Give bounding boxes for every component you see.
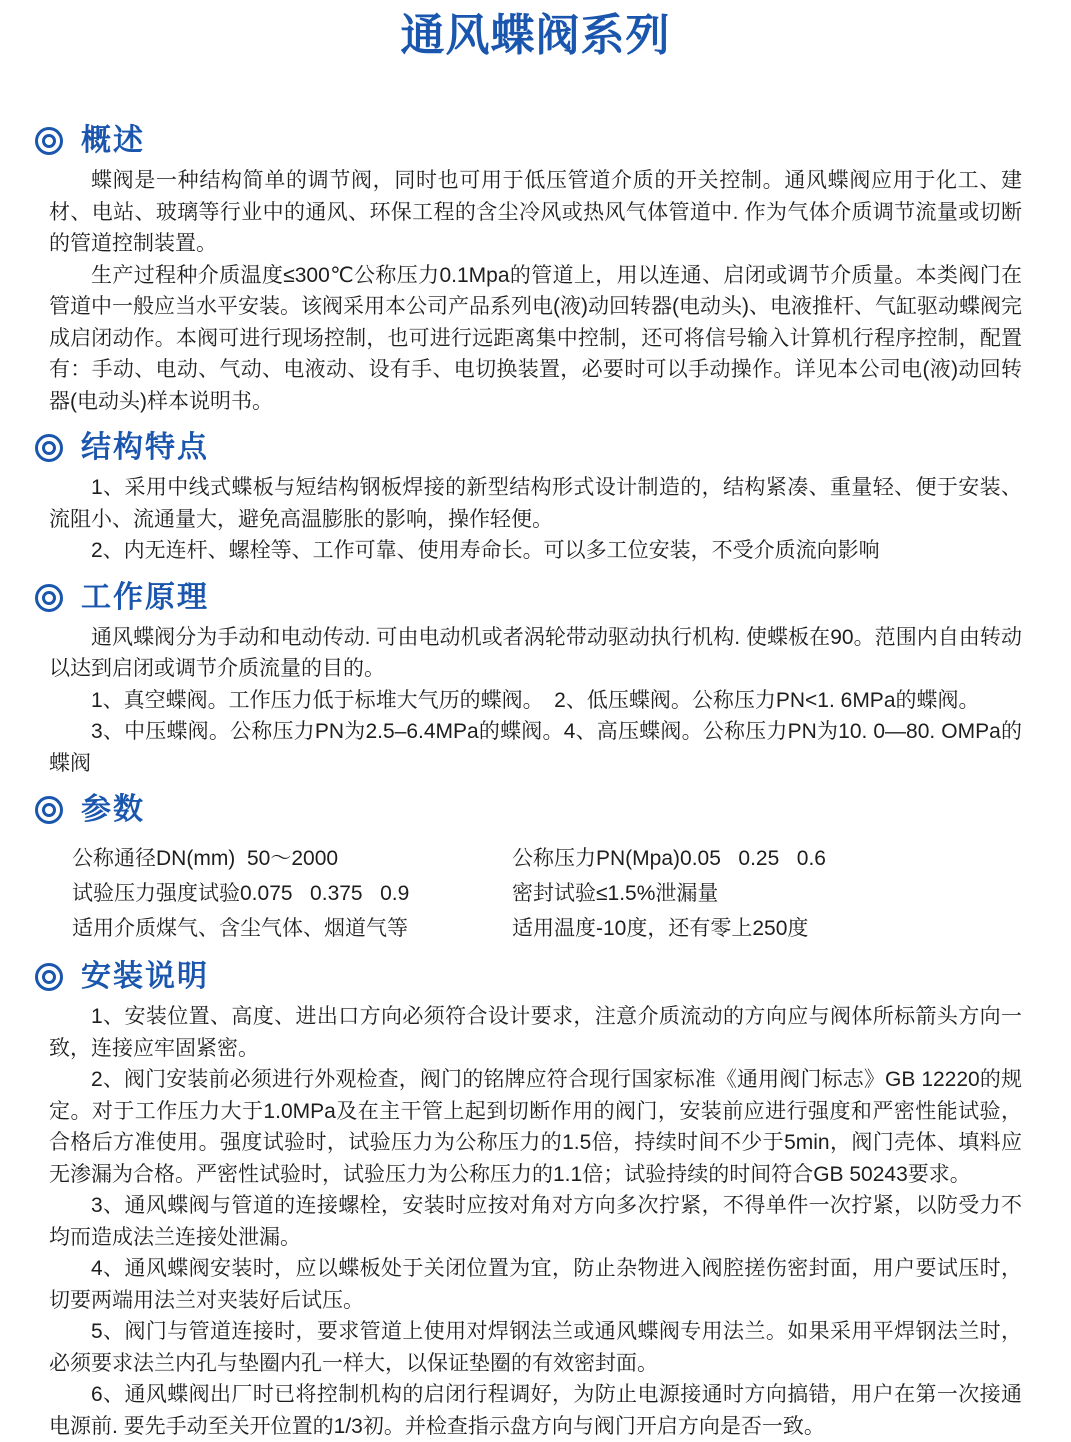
- section-parameters: [49, 791, 1022, 946]
- section-heading-text: 概述: [81, 124, 145, 157]
- paragraph: 1、真空蝶阀。工作压力低于标堆大气历的蝶阀。 2、低压蝶阀。公称压力PN<1. 6MPa的蝶阀。: [91, 688, 980, 712]
- section-heading-text: 工作原理: [81, 580, 209, 614]
- paragraph: 6、通风蝶阀出厂时已将控制机构的启闭行程调好，为防止电源接通时方向搞错，用户在第一次接通电源前. 要先手动至关开位置的1/3初。并检查指示盘方向与阀门开启方向是否一致。: [49, 1383, 1022, 1438]
- section-overview: [49, 122, 1022, 417]
- double-circle-bullet-icon: [35, 584, 63, 612]
- parameter-applicable-media: 适用介质煤气、含尘气体、烟道气等: [72, 917, 408, 940]
- double-circle-bullet-icon: [35, 796, 63, 824]
- page-title: 通风蝶阀系列: [400, 11, 671, 60]
- parameter-applicable-temperature: 适用温度-10度，还有零上250度: [512, 917, 809, 940]
- section-heading-installation-notes: [35, 958, 1022, 996]
- paragraph: 蝶阀是一种结构简单的调节阀，同时也可用于低压管道介质的开关控制。通风蝶阀应用于化工、建材、电站、玻璃等行业中的通风、环保工程的含尘冷风或热风气体管道中. 作为气体介质调节流量或切断的管道控制装置。: [49, 169, 1022, 255]
- paragraph: 生产过程种介质温度≤300℃公称压力0.1Mpa的管道上，用以连通、启闭或调节介质量。本类阀门在管道中一般应当水平安装。该阀采用本公司产品系列电(液)动回转器(电动头)、电液推杆、气缸驱动蝶阀完成启闭动作。本阀可进行现场控制，也可进行远距离集中控制，还可将信号输入计算机行程序控制，配置有：手动、电动、气动、电液动、设有手、电切换装置，必要时可以手动操作。详见本公司电(液)动回转器(电动头)样本说明书。: [49, 263, 1022, 413]
- paragraph: 1、采用中线式蝶板与短结构钢板焊接的新型结构形式设计制造的，结构紧凑、重量轻、便于安装、流阻小、流通量大，避免高温膨胀的影响，操作轻便。: [49, 476, 1022, 531]
- section-heading-structural-features: [35, 429, 1022, 467]
- double-circle-bullet-icon: [35, 127, 63, 155]
- parameter-nominal-diameter: 公称通径DN(mm) 50～2000: [72, 847, 339, 870]
- paragraph: 3、通风蝶阀与管道的连接螺栓，安装时应按对角对方向多次拧紧，不得单件一次拧紧，以防受力不均而造成法兰连接处泄漏。: [49, 1194, 1022, 1249]
- paragraph: 3、中压蝶阀。公称压力PN为2.5–6.4MPa的蝶阀。4、高压蝶阀。公称压力PN为10. 0—80. OMPa的蝶阀: [49, 720, 1022, 775]
- section-heading-overview: [35, 122, 1022, 160]
- double-circle-bullet-icon: [35, 963, 63, 991]
- parameters-column-right: [512, 841, 1022, 946]
- section-heading-parameters: [35, 791, 1022, 829]
- section-structural-features: [49, 429, 1022, 567]
- parameters-column-left: [49, 841, 512, 946]
- section-installation-notes: [49, 958, 1022, 1442]
- section-heading-text: 结构特点: [81, 431, 209, 464]
- section-heading-working-principle: [35, 579, 1022, 617]
- parameter-seal-test: 密封试验≤1.5%泄漏量: [512, 882, 719, 905]
- section-heading-text: 参数: [81, 793, 145, 826]
- section-working-principle: [49, 579, 1022, 780]
- paragraph: 1、安装位置、高度、进出口方向必须符合设计要求，注意介质流动的方向应与阀体所标箭头方向一致，连接应牢固紧密。: [49, 1005, 1022, 1060]
- parameters-grid: [49, 841, 1022, 946]
- paragraph: 通风蝶阀分为手动和电动传动. 可由电动机或者涡轮带动驱动执行机构. 使蝶板在90。范围内自由转动以达到启闭或调节介质流量的目的。: [49, 625, 1022, 680]
- section-heading-text: 安装说明: [81, 960, 209, 993]
- paragraph: 4、通风蝶阀安装时，应以蝶板处于关闭位置为宜，防止杂物进入阀腔搓伤密封面，用户要试压时，切要两端用法兰对夹装好后试压。: [49, 1257, 1022, 1312]
- parameter-test-pressure: 试验压力强度试验0.075 0.375 0.9: [72, 882, 410, 905]
- paragraph: 2、内无连杆、螺栓等、工作可靠、使用寿命长。可以多工位安装，不受介质流向影响: [91, 539, 880, 562]
- paragraph: 5、阀门与管道连接时，要求管道上使用对焊钢法兰或通风蝶阀专用法兰。如果采用平焊钢法兰时，必须要求法兰内孔与垫圈内孔一样大，以保证垫圈的有效密封面。: [49, 1320, 1022, 1375]
- paragraph: 2、阀门安装前必须进行外观检查，阀门的铭牌应符合现行国家标准《通用阀门标志》GB 12220的规定。对于工作压力大于1.0MPa及在主干管上起到切断作用的阀门，安装前应进行强度和严密性能试验，合格后方准使用。强度试验时，试验压力为公称压力的1.5倍，持续时间不少于5min，阀门壳体、填料应无渗漏为合格。严密性试验时，试验压力为公称压力的1.1倍；试验持续的时间符合GB 50243要求。: [49, 1068, 1022, 1186]
- double-circle-bullet-icon: [35, 434, 63, 462]
- parameter-nominal-pressure: 公称压力PN(Mpa)0.05 0.25 0.6: [512, 847, 826, 870]
